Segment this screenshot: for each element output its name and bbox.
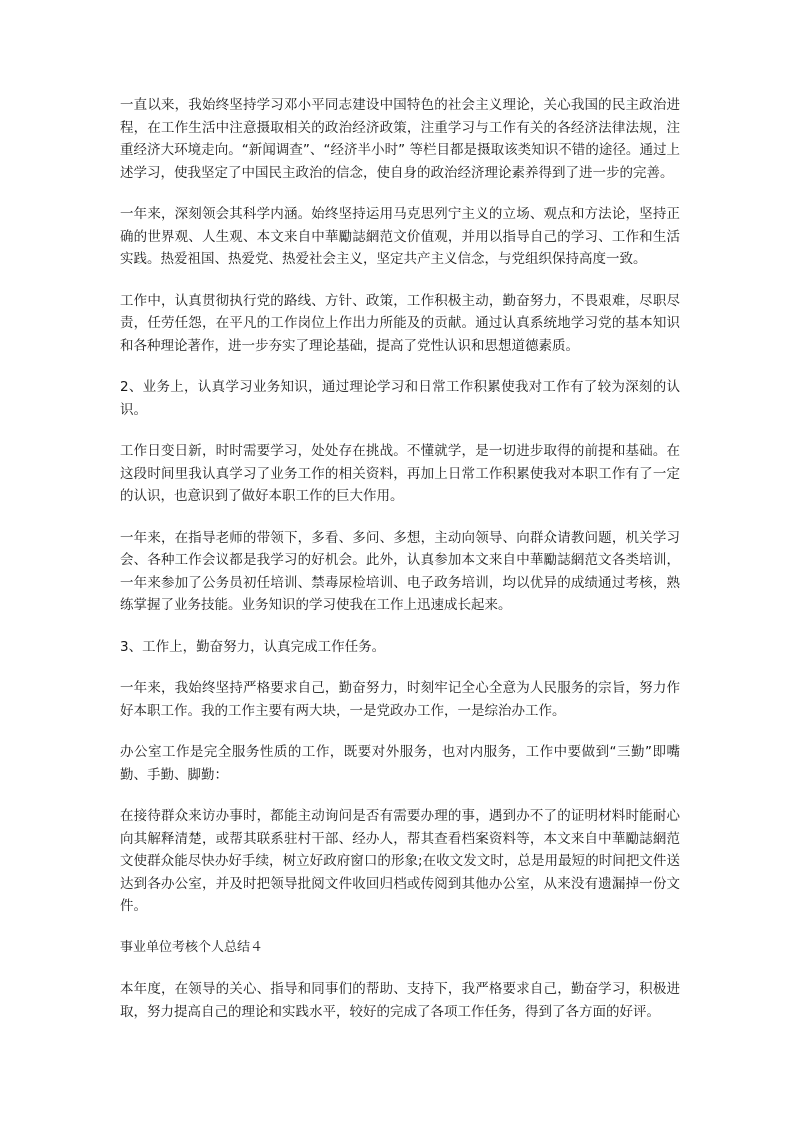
document-section-title: 事业单位考核个人总结４	[120, 939, 264, 955]
paragraph-work-duties: 一年来，我始终坚持严格要求自己，勤奋努力，时刻牢记全心全意为人民服务的宗旨，努力作好本职工作。我的工作主要有两大块，一是党政办工作，一是综治办工作。	[120, 680, 680, 719]
paragraph-annual-summary: 本年度，在领导的关心、指导和同事们的帮助、支持下，我严格要求自己，勤奋学习，积极进取，努力提高自己的理论和实践水平，较好的完成了各项工作任务，得到了各方面的好评。	[120, 981, 680, 1020]
paragraph-office-service: 办公室工作是完全服务性质的工作，既要对外服务，也对内服务，工作中要做到“三勤”即嘴勤、手勤、脚勤：	[120, 744, 680, 783]
section-heading-business: 2、业务上，认真学习业务知识，通过理论学习和日常工作积累使我对工作有了较为深刻的认识。	[120, 379, 680, 418]
paragraph-training: 一年来，在指导老师的带领下，多看、多问、多想，主动向领导、向群众请教问题，机关学习会、各种工作会议都是我学习的好机会。此外，认真参加本文来自中華勵誌網范文各类培训，一年来参加了公务员初任培训、禁毒尿检培训、电子政务培训，均以优异的成绩通过考核，熟练掌握了业务技能。业务知识的学习使我在工作上迅速成长起来。	[120, 529, 680, 613]
paragraph-daily-learning: 工作日变日新，时时需要学习，处处存在挑战。不懂就学，是一切进步取得的前提和基础。在这段时间里我认真学习了业务工作的相关资料，再加上日常工作积累使我对本职工作有了一定的认识，也意识到了做好本职工作的巨大作用。	[120, 443, 680, 504]
document-body	[120, 94, 680, 1042]
paragraph-political-theory: 一直以来，我始终坚持学习邓小平同志建设中国特色的社会主义理论，关心我国的民主政治进程，在工作生活中注意摄取相关的政治经济政策，注重学习与工作有关的各经济法律法规，注重经济大环境走向。“新闻调查”、“经济半小时” 等栏目都是摄取该类知识不错的途径。通过上述学习，使我坚定了中国民主政治的信念，使自身的政治经济理论素养得到了进一步的完善。	[120, 97, 680, 181]
paragraph-scientific-connotation: 一年来，深刻领会其科学内涵。始终坚持运用马克思列宁主义的立场、观点和方法论，坚持正确的世界观、人生观、本文来自中華勵誌網范文价值观，并用以指导自己的学习、工作和生活实践。热爱祖国、热爱党、热爱社会主义，坚定共产主义信念，与党组织保持高度一致。	[120, 206, 680, 267]
paragraph-reception: 在接待群众来访办事时，都能主动询问是否有需要办理的事，遇到办不了的证明材料时能耐心向其解释清楚，或帮其联系驻村干部、经办人，帮其查看档案资料等，本文来自中華勵誌網范文使群众能尽快办好手续，树立好政府窗口的形象;在收文发文时，总是用最短的时间把文件送达到各办公室，并及时把领导批阅文件收回归档或传阅到其他办公室，从来没有遗漏掉一份文件。	[120, 808, 680, 914]
section-heading-work: 3、工作上，勤奋努力，认真完成工作任务。	[120, 638, 386, 655]
paragraph-party-line: 工作中，认真贯彻执行党的路线、方针、政策，工作积极主动，勤奋努力，不畏艰难，尽职尽责，任劳任怨，在平凡的工作岗位上作出力所能及的贡献。通过认真系统地学习党的基本知识和各种理论著作，进一步夯实了理论基础，提高了党性认识和思想道德素质。	[120, 292, 680, 354]
